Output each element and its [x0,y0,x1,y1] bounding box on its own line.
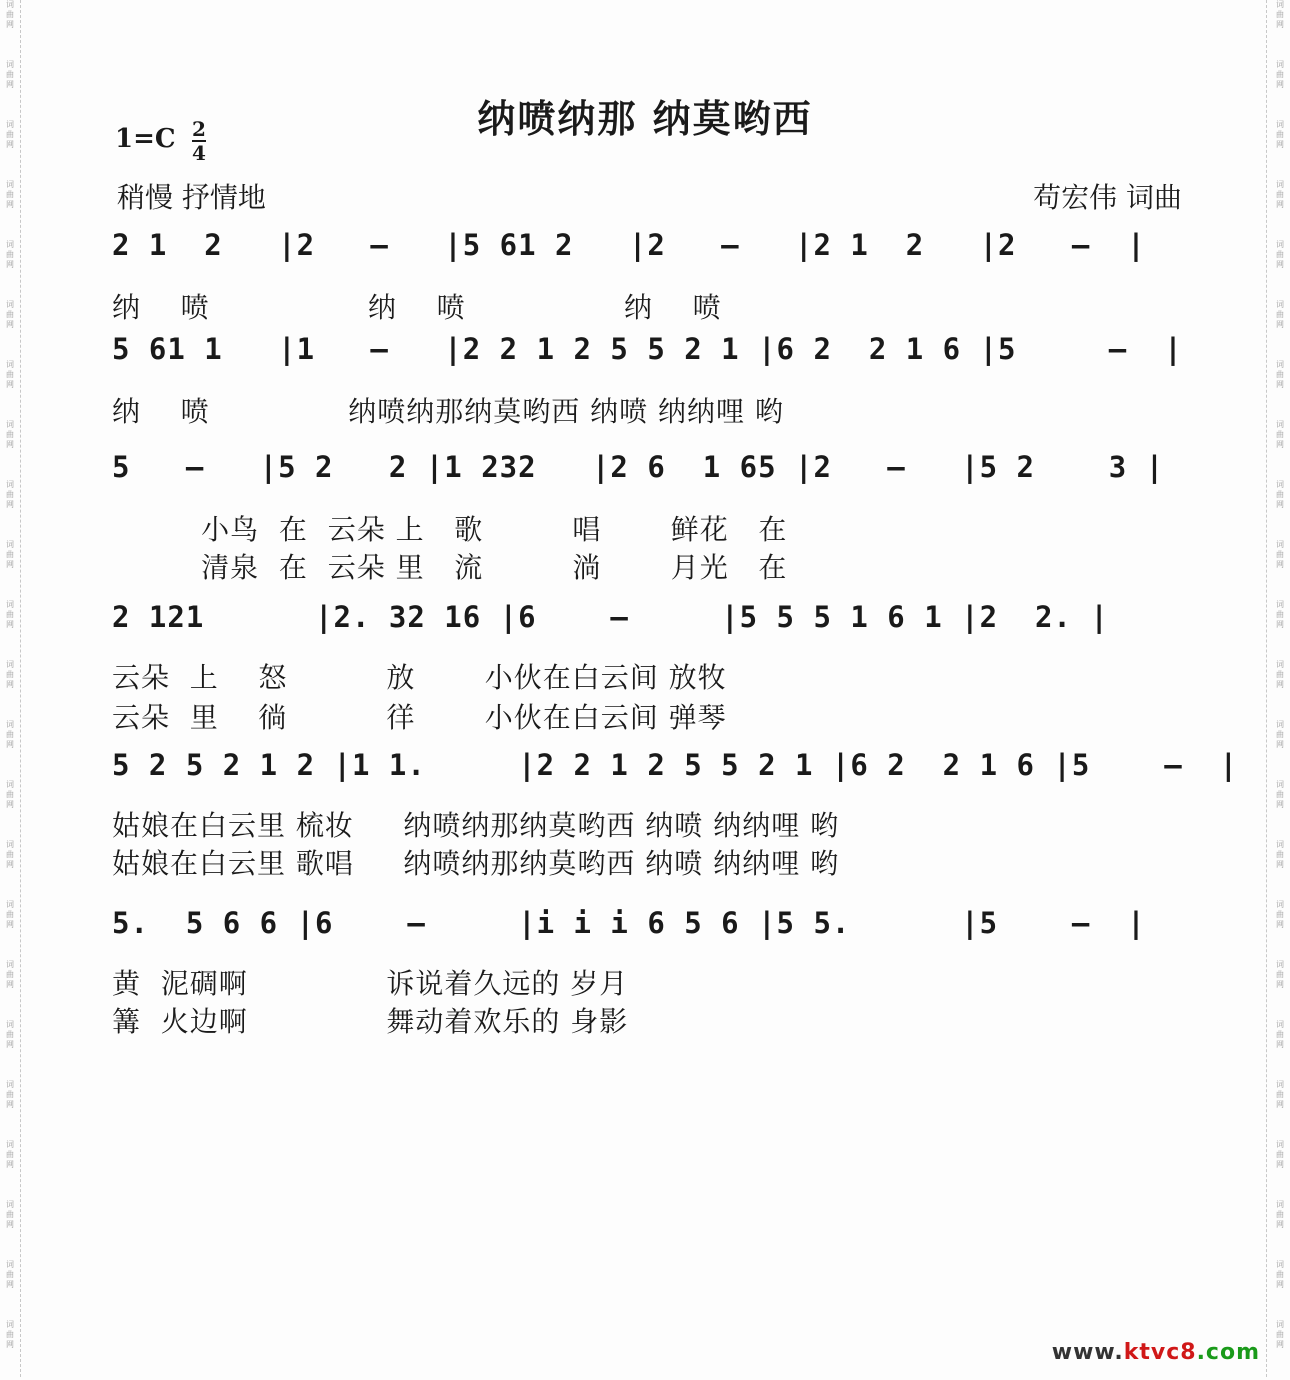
margin-stamp: 词 曲 网 [1276,720,1284,749]
margin-stamp: 词 曲 网 [6,120,14,149]
lyric-line: 纳 喷 纳 喷 纳 喷 [112,291,722,324]
margin-stamp: 词 曲 网 [6,780,14,809]
lyric-line: 黄 泥碉啊 诉说着久远的 岁月 [112,967,629,1000]
notes-line: 2 121 |2. 32 16 |6 – |5 5 5 1 6 1 |2 2. | [112,600,1109,634]
lyric-line: 清泉 在 云朵 里 流 淌 月光 在 [112,551,788,584]
right-margin-line [1266,0,1267,1377]
key-signature: 1=C [115,124,176,154]
margin-stamp: 词 曲 网 [1276,300,1284,329]
song-title: 纳喷纳那 纳莫哟西 [477,96,813,141]
time-signature [192,118,206,164]
margin-stamp: 词 曲 网 [1276,840,1284,869]
margin-stamp: 词 曲 网 [1276,360,1284,389]
tempo-marking: 稍慢 抒情地 [117,181,266,214]
lyric-line: 小鸟 在 云朵 上 歌 唱 鲜花 在 [112,513,788,546]
margin-stamp: 词 曲 网 [1276,0,1284,29]
margin-stamp: 词 曲 网 [1276,120,1284,149]
margin-stamp: 词 曲 网 [1276,420,1284,449]
margin-stamp: 词 曲 网 [1276,1320,1284,1349]
notes-line: 5. 5 6 6 |6 – |i i i 6 5 6 |5 5. |5 – | [112,906,1146,940]
right-margin-text [1272,0,1288,1377]
left-margin-text [2,0,18,1377]
lyric-line: 姑娘在白云里 歌唱 纳喷纳那纳莫哟西 纳喷 纳纳哩 哟 [112,847,840,880]
margin-stamp: 词 曲 网 [6,360,14,389]
site-watermark [1052,1340,1260,1365]
margin-stamp: 词 曲 网 [6,900,14,929]
margin-stamp: 词 曲 网 [6,240,14,269]
lyric-line: 云朵 里 徜 徉 小伙在白云间 弹琴 [112,701,727,734]
margin-stamp: 词 曲 网 [6,720,14,749]
margin-stamp: 词 曲 网 [6,1200,14,1229]
margin-stamp: 词 曲 网 [6,1320,14,1349]
lyric-line: 篝 火边啊 舞动着欢乐的 身影 [112,1005,629,1038]
margin-stamp: 词 曲 网 [1276,60,1284,89]
margin-stamp: 词 曲 网 [6,1260,14,1289]
margin-stamp: 词 曲 网 [1276,1260,1284,1289]
notes-line: 5 – |5 2 2 |1 232 |2 6 1 65 |2 – |5 2 3 | [112,450,1165,484]
margin-stamp: 词 曲 网 [6,420,14,449]
margin-stamp: 词 曲 网 [6,1020,14,1049]
margin-stamp: 词 曲 网 [1276,240,1284,269]
margin-stamp: 词 曲 网 [6,0,14,29]
margin-stamp: 词 曲 网 [6,480,14,509]
margin-stamp: 词 曲 网 [6,180,14,209]
margin-stamp: 词 曲 网 [6,300,14,329]
margin-stamp: 词 曲 网 [1276,480,1284,509]
lyric-line: 姑娘在白云里 梳妆 纳喷纳那纳莫哟西 纳喷 纳纳哩 哟 [112,809,840,842]
margin-stamp: 词 曲 网 [6,960,14,989]
margin-stamp: 词 曲 网 [6,540,14,569]
margin-stamp: 词 曲 网 [1276,1080,1284,1109]
notes-line: 5 2 5 2 1 2 |1 1. |2 2 1 2 5 5 2 1 |6 2 2 1 6 |5 – | [112,748,1239,782]
watermark-name: ktvc8 [1123,1340,1197,1365]
margin-stamp: 词 曲 网 [6,60,14,89]
margin-stamp: 词 曲 网 [1276,540,1284,569]
margin-stamp: 词 曲 网 [1276,180,1284,209]
margin-stamp: 词 曲 网 [6,600,14,629]
watermark-suffix: .com [1196,1340,1260,1365]
margin-stamp: 词 曲 网 [1276,960,1284,989]
left-margin-line [20,0,21,1377]
lyric-line: 纳 喷 纳喷纳那纳莫哟西 纳喷 纳纳哩 哟 [112,395,784,428]
time-signature-top: 2 [192,117,206,141]
margin-stamp: 词 曲 网 [6,840,14,869]
margin-stamp: 词 曲 网 [6,1080,14,1109]
composer-credit: 苟宏伟 词曲 [1033,181,1182,214]
margin-stamp: 词 曲 网 [1276,600,1284,629]
notes-line: 5 61 1 |1 – |2 2 1 2 5 5 2 1 |6 2 2 1 6 |5 – | [112,332,1183,366]
margin-stamp: 词 曲 网 [6,1140,14,1169]
margin-stamp: 词 曲 网 [1276,1140,1284,1169]
margin-stamp: 词 曲 网 [1276,780,1284,809]
notes-line: 2 1 2 |2 – |5 61 2 |2 – |2 1 2 |2 – | [112,228,1146,262]
margin-stamp: 词 曲 网 [1276,1020,1284,1049]
margin-stamp: 词 曲 网 [1276,1200,1284,1229]
time-signature-bottom: 4 [192,141,206,165]
margin-stamp: 词 曲 网 [6,660,14,689]
lyric-line: 云朵 上 怒 放 小伙在白云间 放牧 [112,661,727,694]
margin-stamp: 词 曲 网 [1276,660,1284,689]
watermark-prefix: www. [1051,1340,1124,1365]
margin-stamp: 词 曲 网 [1276,900,1284,929]
